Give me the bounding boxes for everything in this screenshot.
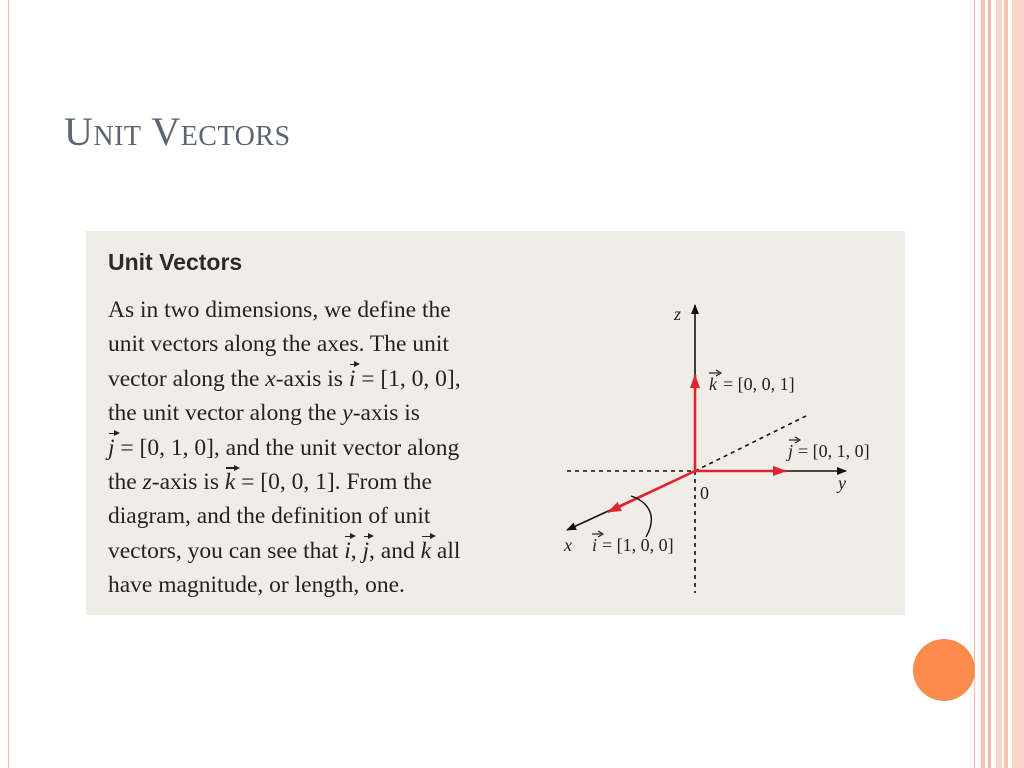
- svg-text:i: i: [592, 535, 598, 555]
- svg-text:= [0, 1, 0]: = [0, 1, 0]: [798, 441, 870, 461]
- origin-label: 0: [700, 483, 709, 503]
- x-axis-label: x: [564, 535, 572, 555]
- i-label-pointer: [631, 496, 651, 537]
- vector-k-symbol: k: [421, 534, 431, 568]
- body-line-4: the unit vector along the y-axis is: [108, 400, 420, 427]
- k-vector-label: [709, 370, 795, 394]
- svg-text:j: j: [788, 441, 794, 461]
- body-line-9: have magnitude, or length, one.: [108, 572, 405, 599]
- slide-title: Unit Vectors: [64, 109, 291, 154]
- orange-decorative-dot: [913, 639, 975, 701]
- right-decorative-stripes: [974, 0, 1024, 768]
- vector-i-symbol: i: [349, 362, 356, 396]
- svg-text:= [1, 0, 0]: = [1, 0, 0]: [602, 535, 674, 555]
- vector-j-symbol: j: [363, 534, 370, 568]
- body-line-8: vectors, you can see that i, j, and k all: [108, 534, 538, 568]
- j-vector-label: [786, 437, 870, 461]
- i-vector-label: [592, 531, 674, 555]
- body-line-6: the z-axis is k = [0, 0, 1]. From the: [108, 465, 538, 499]
- y-axis-label: y: [838, 473, 846, 493]
- left-border-line: [8, 0, 9, 768]
- body-line-2: unit vectors along the axes. The unit: [108, 331, 449, 358]
- body-line-1: As in two dimensions, we define the: [108, 297, 451, 323]
- vector-k-symbol: k: [225, 465, 235, 499]
- svg-text:= [0, 0, 1]: = [0, 0, 1]: [723, 374, 795, 394]
- unit-vector-diagram: [86, 231, 905, 615]
- unit-vectors-panel: [86, 231, 905, 615]
- z-axis-label: z: [674, 304, 682, 324]
- panel-heading: Unit Vectors: [108, 249, 243, 275]
- body-line-7: diagram, and the definition of unit: [108, 503, 431, 530]
- body-line-5: j = [0, 1, 0], and the unit vector along: [108, 431, 538, 465]
- vector-i-symbol: i: [344, 534, 351, 568]
- body-line-3: vector along the x-axis is i = [1, 0, 0],: [108, 362, 538, 396]
- vector-j-symbol: j: [108, 431, 115, 465]
- svg-text:k: k: [709, 374, 717, 394]
- vector-i-arrow: [608, 471, 695, 512]
